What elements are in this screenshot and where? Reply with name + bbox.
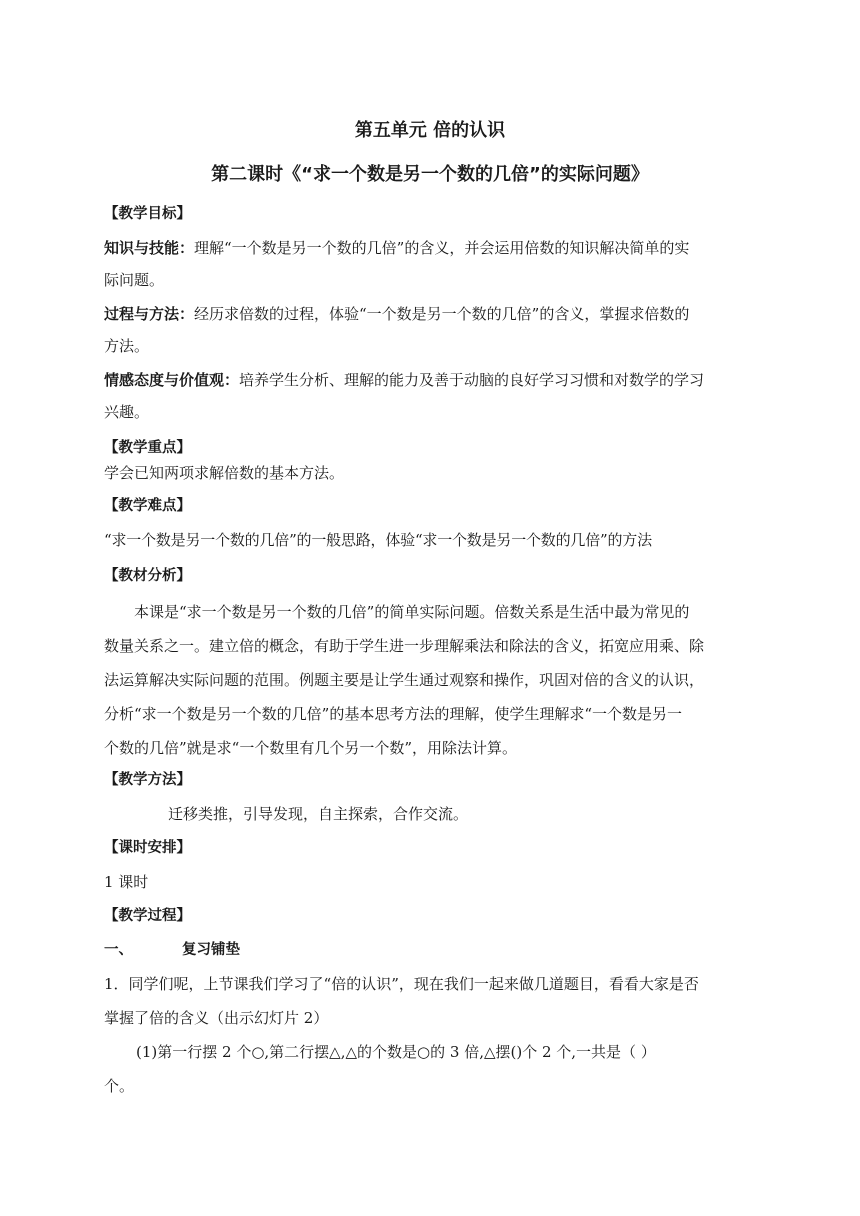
analysis-line: 法运算解决实际问题的范围。例题主要是让学生通过观察和操作，巩固对倍的含义的认识， [104, 671, 705, 689]
process-label: 过程与方法： [104, 305, 195, 323]
key-points-text: 学会已知两项求解倍数的基本方法。 [104, 464, 345, 482]
schedule-heading: 【课时安排】 [104, 840, 191, 856]
document-subtitle: 第二课时《“求一个数是另一个数的几倍”的实际问题》 [211, 164, 649, 185]
key-points-heading: 【教学重点】 [104, 440, 191, 456]
section-title: 复习铺垫 [182, 942, 240, 958]
section-number: 一、 [104, 942, 133, 958]
objective-emotion [104, 370, 704, 390]
analysis-line: 本课是“求一个数是另一个数的几倍”的简单实际问题。倍数关系是生活中最为常见的 [134, 603, 690, 621]
emotion-text-cont: 兴趣。 [104, 403, 150, 421]
objectives-heading: 【教学目标】 [104, 206, 191, 222]
objective-knowledge [104, 238, 689, 258]
knowledge-text-cont: 际问题。 [104, 271, 165, 289]
paragraph-line: 1．同学们呢，上节课我们学习了“倍的认识”，现在我们一起来做几道题目，看看大家是否 [104, 975, 699, 993]
paragraph-line: 掌握了倍的含义（出示幻灯片 2） [104, 1009, 329, 1027]
analysis-line: 个数的几倍”就是求“一个数里有几个另一个数”，用除法计算。 [104, 739, 518, 757]
analysis-line: 分析“求一个数是另一个数的几倍”的基本思考方法的理解，使学生理解求“一个数是另一 [104, 705, 683, 723]
document-title: 第五单元 倍的认识 [354, 120, 506, 141]
emotion-label: 情感态度与价值观： [104, 371, 240, 389]
difficulties-heading: 【教学难点】 [104, 498, 191, 514]
process-text-cont: 方法。 [104, 337, 150, 355]
method-text: 迁移类推，引导发现，自主探索，合作交流。 [168, 805, 469, 823]
emotion-text: 培养学生分析、理解的能力及善于动脑的良好学习习惯和对数学的学习 [239, 371, 705, 389]
question-line: (1)第一行摆 2 个○,第二行摆△,△的个数是○的 3 倍,△摆()个 2 个,一共是（ ） [136, 1043, 656, 1061]
question-line: 个。 [104, 1077, 135, 1095]
difficulties-text: “求一个数是另一个数的几倍”的一般思路，体验“求一个数是另一个数的几倍”的方法 [104, 531, 652, 549]
knowledge-text: 理解“一个数是另一个数的几倍”的含义，并会运用倍数的知识解决简单的实 [194, 239, 690, 257]
process-text: 经历求倍数的过程，体验“一个数是另一个数的几倍”的含义，掌握求倍数的 [194, 305, 690, 323]
analysis-heading: 【教材分析】 [104, 568, 191, 584]
schedule-text: 1 课时 [104, 873, 149, 891]
analysis-line: 数量关系之一。建立倍的概念，有助于学生进一步理解乘法和除法的含义，拓宽应用乘、除 [104, 637, 705, 655]
knowledge-label: 知识与技能： [104, 239, 195, 257]
objective-process [104, 304, 689, 324]
process-heading: 【教学过程】 [104, 908, 191, 924]
method-heading: 【教学方法】 [104, 772, 191, 788]
